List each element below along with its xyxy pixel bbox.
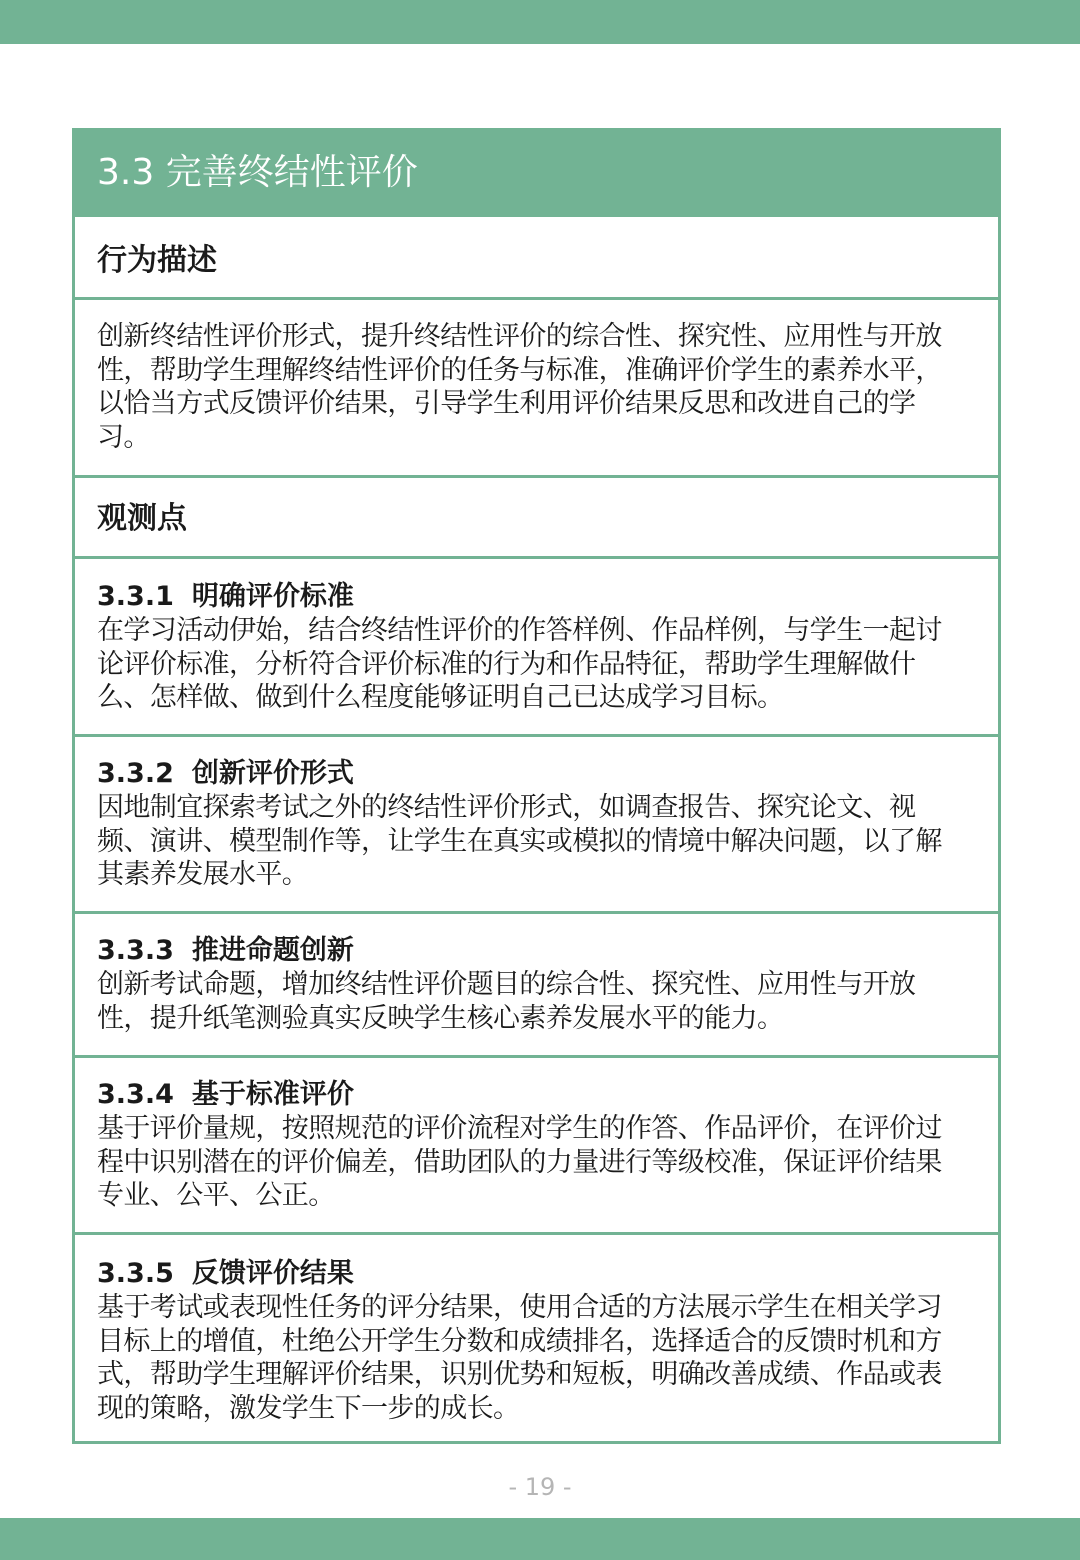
observation-item-3-3-5 (97, 1257, 967, 1425)
item-number: 3.3.5 (97, 1258, 174, 1289)
item-title (97, 1078, 967, 1112)
behavior-heading: 行为描述 (97, 243, 217, 278)
content-card (72, 128, 1001, 1444)
item-title (97, 934, 967, 968)
observation-item-3-3-3 (97, 934, 967, 1035)
item-number: 3.3.3 (97, 935, 174, 966)
observation-heading: 观测点 (97, 501, 187, 536)
item-number: 3.3.4 (97, 1079, 174, 1110)
divider (75, 1055, 998, 1058)
divider (75, 734, 998, 737)
divider (75, 1232, 998, 1235)
item-title (97, 580, 967, 614)
item-text: 基于考试或表现性任务的评分结果，使用合适的方法展示学生在相关学习目标上的增值，杜绝公开学生分数和成绩排名，选择适合的反馈时机和方式，帮助学生理解评价结果，识别优势和短板，明确改善成绩、作品或表现的策略，激发学生下一步的成长。 (97, 1292, 942, 1424)
item-title (97, 1257, 967, 1291)
observation-item-3-3-1 (97, 580, 967, 715)
top-decorative-band (0, 0, 1080, 44)
observation-item-3-3-4 (97, 1078, 967, 1213)
item-title (97, 757, 967, 791)
item-name: 明确评价标准 (191, 581, 354, 612)
item-text: 创新考试命题，增加终结性评价题目的综合性、探究性、应用性与开放性，提升纸笔测验真实反映学生核心素养发展水平的能力。 (97, 969, 916, 1034)
item-name: 基于标准评价 (191, 1079, 354, 1110)
item-name: 创新评价形式 (191, 758, 354, 789)
item-name: 推进命题创新 (191, 935, 354, 966)
divider (75, 297, 998, 300)
item-text: 因地制宜探索考试之外的终结性评价形式，如调查报告、探究论文、视频、演讲、模型制作等，让学生在真实或模拟的情境中解决问题，以了解其素养发展水平。 (97, 792, 942, 890)
item-text: 基于评价量规，按照规范的评价流程对学生的作答、作品评价，在评价过程中识别潜在的评价偏差，借助团队的力量进行等级校准，保证评价结果专业、公平、公正。 (97, 1113, 942, 1211)
item-number: 3.3.1 (97, 581, 174, 612)
item-name: 反馈评价结果 (191, 1258, 354, 1289)
divider (75, 475, 998, 478)
behavior-description: 创新终结性评价形式，提升终结性评价的综合性、探究性、应用性与开放性，帮助学生理解终结性评价的任务与标准，准确评价学生的素养水平，以恰当方式反馈评价结果，引导学生利用评价结果反思和改进自己的学习。 (97, 321, 942, 453)
item-number: 3.3.2 (97, 758, 174, 789)
section-title: 3.3 完善终结性评价 (97, 152, 418, 193)
page-number: - 19 - (508, 1473, 572, 1501)
item-text: 在学习活动伊始，结合终结性评价的作答样例、作品样例，与学生一起讨论评价标准，分析符合评价标准的行为和作品特征，帮助学生理解做什么、怎样做、做到什么程度能够证明自己已达成学习目标。 (97, 615, 942, 713)
divider (75, 556, 998, 559)
bottom-decorative-band (0, 1518, 1080, 1560)
observation-item-3-3-2 (97, 757, 967, 892)
divider (75, 911, 998, 914)
section-header (75, 131, 998, 217)
